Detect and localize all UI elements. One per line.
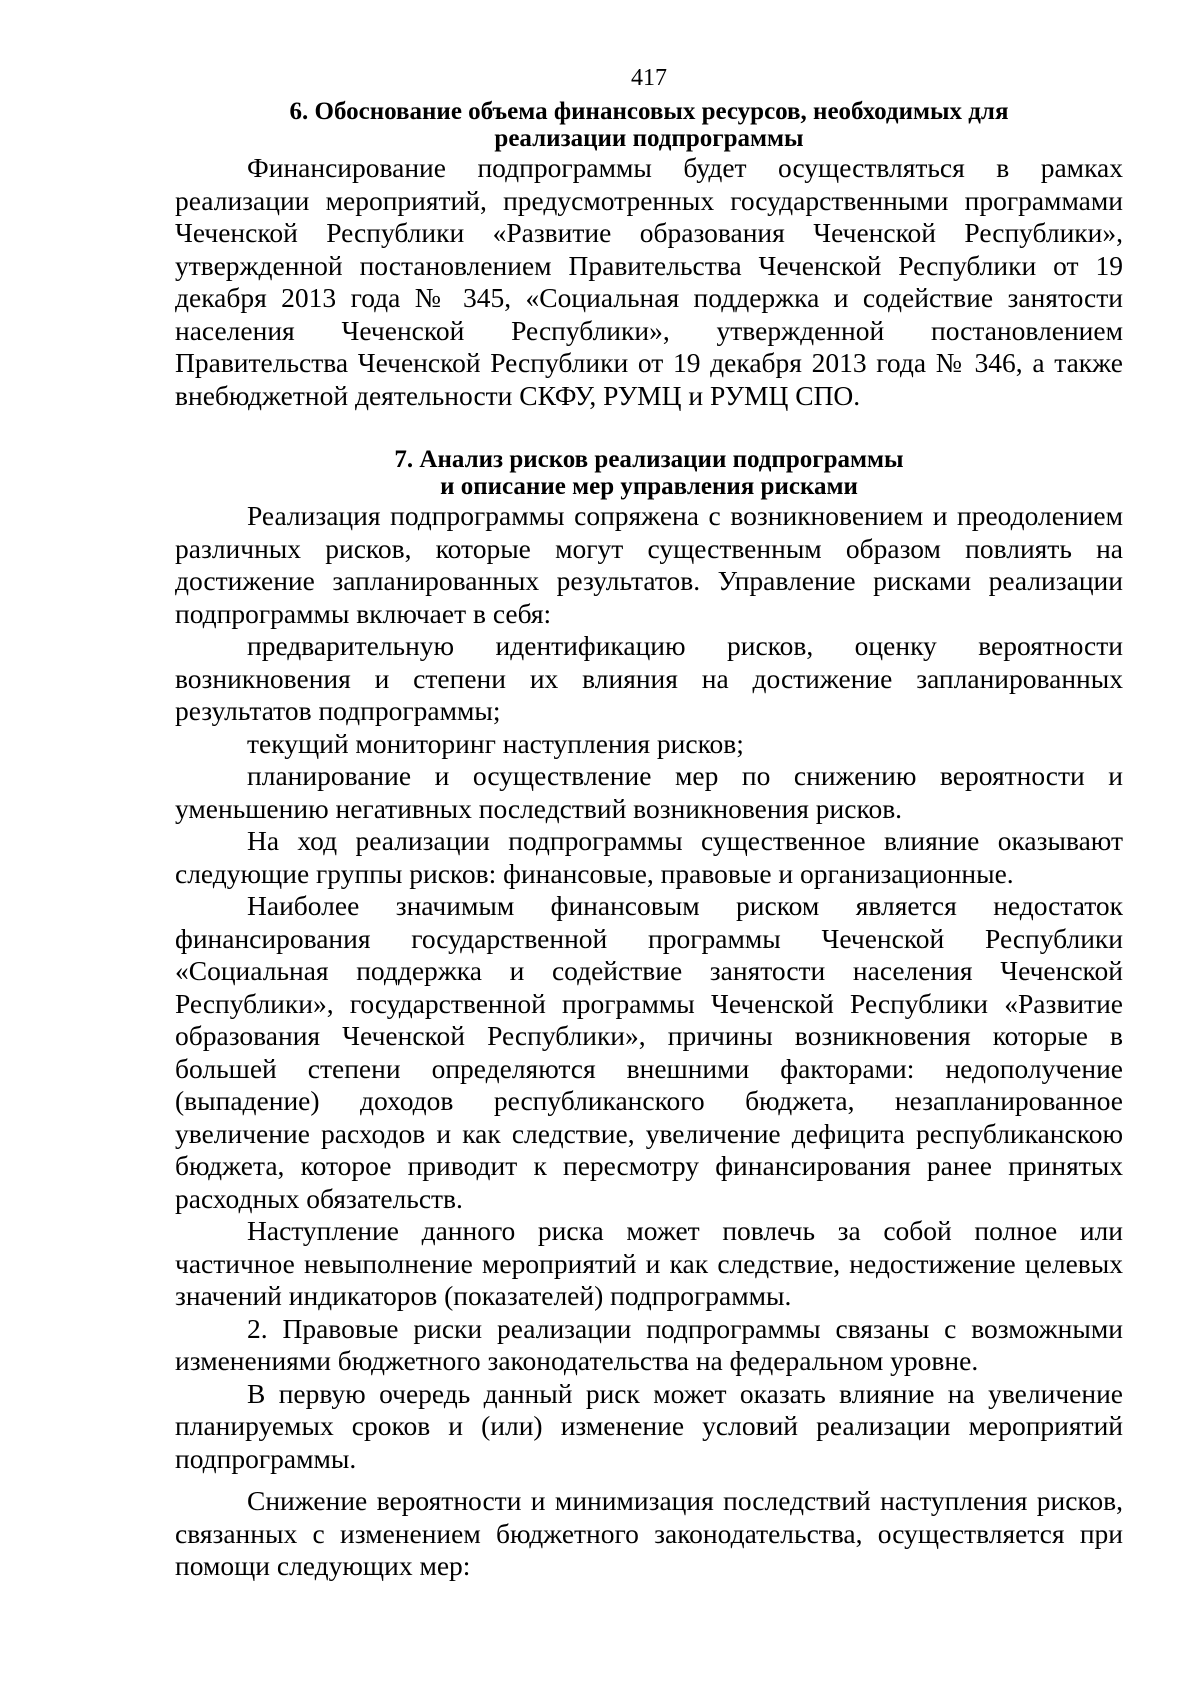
paragraph: Наступление данного риска может повлечь за собой полное или частичное невыполнение мероприятий и как следствие, недостижение целевых значений индикаторов (показателей) подпрограммы. [175,1215,1123,1311]
paragraph: предварительную идентификацию рисков, оценку вероятности возникновения и степени их влияния на достижение запланированных результатов подпрограммы; [175,630,1123,726]
document-page [175,62,1123,1583]
section-6-heading [175,98,1123,152]
section-7-heading-line-1: 7. Анализ рисков реализации подпрограммы [394,446,904,473]
paragraph: В первую очередь данный риск может оказать влияние на увеличение планируемых сроков и (или) изменение условий реализации мероприятий подпрограммы. [175,1377,1123,1474]
paragraph: Снижение вероятности и минимизация последствий наступления рисков, связанных с изменением бюджетного законодательства, осуществляется при помощи следующих мер: [175,1485,1123,1581]
paragraph: На ход реализации подпрограммы существенное влияние оказывают следующие группы рисков: финансовые, правовые и организационные. [175,825,1123,889]
section-7-heading-line-2: и описание мер управления рисками [440,473,858,500]
section-7-heading [175,446,1123,500]
paragraph: Наиболее значимым финансовым риском является недостаток финансирования государственной программы Чеченской Республики «Социальная поддержка и содействие занятости населения Чеченской Республики», государственной программы Чеченской Республики «Развитие образования Чеченской Республики», причины возникновения которые в большей степени определяются внешними факторами: недополучение (выпадение) доходов республиканского бюджета, незапланированное увеличение расходов и как следствие, увеличение дефицита республиканскою бюджета, которое приводит к пересмотру финансирования ранее принятых расходных обязательств. [175,890,1123,1214]
paragraph: текущий мониторинг наступления рисков; [247,727,744,759]
paragraph: планирование и осуществление мер по снижению вероятности и уменьшению негативных последствий возникновения рисков. [175,760,1123,824]
paragraph: Финансирование подпрограммы будет осуществляться в рамках реализации мероприятий, предусмотренных государственными программами Чеченской Республики «Развитие образования Чеченской Республики», утвержденной постановлением Правительства Чеченской Республики от 19 декабря 2013 года № 345, «Социальная поддержка и содействие занятости населения Чеченской Республики», утвержденной постановлением Правительства Чеченской Республики от 19 декабря 2013 года № 346, а также внебюджетной деятельности СКФУ, РУМЦ и РУМЦ СПО. [175,152,1123,411]
paragraph: 2. Правовые риски реализации подпрограммы связаны с возможными изменениями бюджетного законодательства на федеральном уровне. [175,1312,1123,1376]
paragraph: Реализация подпрограммы сопряжена с возникновением и преодолением различных рисков, которые могут существенным образом повлиять на достижение запланированных результатов. Управление рисками реализации подпрограммы включает в себя: [175,500,1123,629]
page-number: 417 [631,65,667,91]
section-6-heading-line-2: реализации подпрограммы [494,125,804,152]
section-6-heading-line-1: 6. Обоснование объема финансовых ресурсов, необходимых для [289,98,1009,125]
